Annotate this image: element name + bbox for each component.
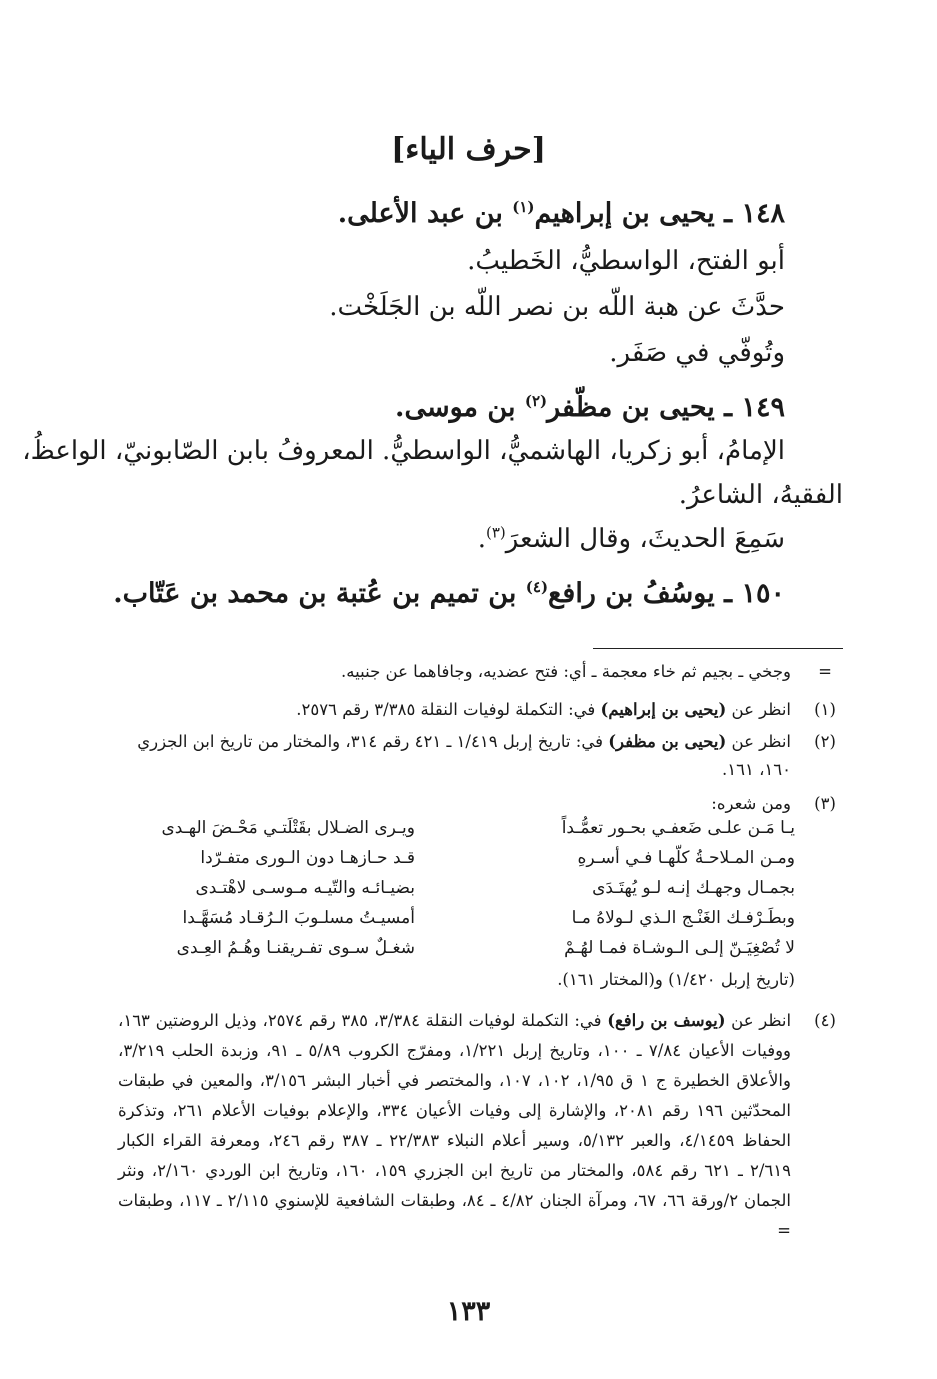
poem-first-hemistich: بجمـال وجهـك إنـه لـو يُهتَـدَى (592, 878, 795, 898)
poem-first-hemistich: وبطَـرْفـك الغَنْـج الـذي لـولاهُ مـا (571, 908, 795, 928)
poem-second-hemistich: بضيـائـه والتّيـه مـوسـى لاهْتـدى (195, 878, 415, 898)
entry-149-description-line-3 (478, 524, 785, 554)
poem-second-hemistich: أمسيـتُ مسلـوبَ الـرُقـاد مُسَهَّـدا (182, 908, 415, 928)
footnote-ref-1[interactable]: (١) (512, 198, 535, 216)
entry-148-name: ١٤٨ ـ يحيى بن إبراهيم (534, 198, 785, 229)
footnote-3-lead: ومن شعره: (711, 794, 791, 813)
footnote-4-sources: في: التكملة لوفيات النقلة ٣/٣٨٤، ٣٨٥ رقم ٢٥٧٤، وذيل الروضتين ١٦٣، ووفيات الأعيان ٧/٨٤ ـ ١٠٠، وتاريخ إربل ١/٢٢١، ومفرّج الكروب ٥/٨٩ ـ ٩١، وزبدة الحلب ٣/٢١٩، والأعلاق الخطيرة ج ١ ق ١/٩٥، ١٠٢، ١٠٧، والمختصر في أخبار البشر ٣/١٥٦، والمعين في طبقات المحدّثين ١٩٦ رقم ٢٠٨١، والإشارة إلى وفيات الأعيان ٣٣٤، والإعلام بوفيات الأعلام ٢٦١، وتذكرة الحفاظ ٤/١٤٥٩، والعبر ٥/١٣٢، وسير أعلام النبلاء ٢٢/٣٨٣ ـ ٣٨٧ رقم ٢٤٦، ومعرفة القراء الكبار ٢/٦١٩ ـ ٦٢١ رقم ٥٨٤، والمختار من تاريخ ابن الجزري ١٥٩، ١٦٠، وتاريخ ابن الوردي ٢/١٦٠، ونثر الجمان ٢/ورقة ٦٦، ٦٧، ومرآة الجنان ٤/٨٢ ـ ٨٤، وطبقات الشافعية للإسنوي ٢/١١٥ ـ ١١٧، وطبقات = (118, 1011, 792, 1240)
poem-first-hemistich: يـا مَـن علـى ضَعفـي بحـور تعمُّـداً (561, 818, 795, 838)
entry-148-narration: حدَّثَ عن هبة اللّه بن نصر اللّه بن الجَلَخْت. (329, 292, 785, 322)
footnote-continuation (118, 658, 843, 686)
entry-150-title (113, 578, 785, 609)
footnote-3-number: (٣) (814, 794, 836, 813)
footnote-1-pre: انظر عن (726, 700, 791, 719)
footnote-1 (118, 696, 843, 724)
poem-verse (105, 878, 795, 908)
poem-first-hemistich: لا تُصْغِيَـنّ إلـى الـوشـاة فمـا لهُـمْ (564, 938, 795, 958)
entry-150-name-rest: بن تميم بن عُتبة بن محمد بن عَتّاب. (113, 578, 526, 609)
entry-149-description-line-1: الإمامُ، أبو زكريا، الهاشميُّ، الواسطيُّ. المعروفُ بابن الصّابونيّ، الواعظُ، (22, 436, 785, 466)
footnote-ref-3[interactable]: (٣) (486, 523, 506, 542)
entry-148-death: وتُوفّي في صَفَر. (609, 338, 785, 368)
entry-149-name: ١٤٩ ـ يحيى بن مظّفر (547, 392, 785, 423)
footnote-2 (118, 728, 843, 784)
entry-149-name-rest: بن موسى. (395, 392, 525, 423)
footnote-2-pre: انظر عن (726, 732, 791, 751)
poem-verse (105, 908, 795, 938)
entry-149-description-line-2: الفقيهُ، الشاعرُ. (678, 480, 843, 510)
footnote-4 (118, 1006, 843, 1246)
poem-second-hemistich: قـد حـازهـا دون الـورى متفـرّدا (200, 848, 415, 868)
poem-second-hemistich: شغـلٌ سـوى تفـريقنـا وهُـمُ العِـدى (176, 938, 415, 958)
poem-verse (105, 848, 795, 878)
footnote-4-pre: انظر عن (725, 1011, 792, 1030)
footnote-1-subject: (يحيى بن إبراهيم) (600, 700, 727, 719)
entry-150-name: ١٥٠ ـ يوسُفُ بن رافع (548, 578, 785, 609)
continuation-text: وجخي ـ بجيم ثم خاء معجمة ـ أي: فتح عضديه، وجافاهما عن جنبيه. (341, 662, 791, 681)
footnote-ref-4[interactable]: (٤) (525, 578, 549, 596)
entry-148-title (338, 198, 785, 229)
footnote-1-source: في: التكملة لوفيات النقلة ٣/٣٨٥ رقم ٢٥٧٦. (296, 700, 601, 719)
entry-149-hadith-text: سَمِعَ الحديثَ، وقال الشعرَ (505, 524, 785, 554)
entry-149-title (395, 392, 785, 423)
footnote-2-number: (٢) (814, 732, 836, 751)
entry-149-line-end: . (477, 524, 486, 554)
footnote-4-number: (٤) (814, 1011, 836, 1030)
poem-verse (105, 938, 795, 968)
footnote-2-subject: (يحيى بن مظفر) (608, 732, 727, 751)
footnote-1-number: (١) (814, 700, 836, 719)
page-number: ١٣٣ (446, 1296, 491, 1327)
continuation-mark: = (818, 662, 832, 681)
poem-verse (105, 818, 795, 848)
footnote-4-subject: (يوسف بن رافع) (607, 1011, 726, 1030)
poem (105, 818, 795, 968)
footnote-2-source: في: تاريخ إربل ١/٤١٩ ـ ٤٢١ رقم ٣١٤، والمختار من تاريخ ابن الجزري ١٦٠، ١٦١. (137, 732, 791, 779)
poem-first-hemistich: ومـن المـلاحـةُ كلّهـا فـي أسـرهِ (577, 848, 795, 868)
footnote-divider (593, 648, 843, 649)
entry-148-name-rest: بن عبد الأعلى. (337, 198, 513, 229)
poem-source: (تاريخ إربل ١/٤٢٠) و(المختار ١٦١). (557, 970, 795, 989)
footnote-ref-2[interactable]: (٢) (524, 392, 548, 410)
poem-second-hemistich: ويـرى الضـلال بقَتْلَتـي مَحْـضَ الهـدى (161, 818, 415, 838)
entry-148-kunya: أبو الفتح، الواسطيُّ، الخَطيبُ. (467, 246, 785, 276)
section-heading: [حرف الياء] (391, 132, 546, 167)
